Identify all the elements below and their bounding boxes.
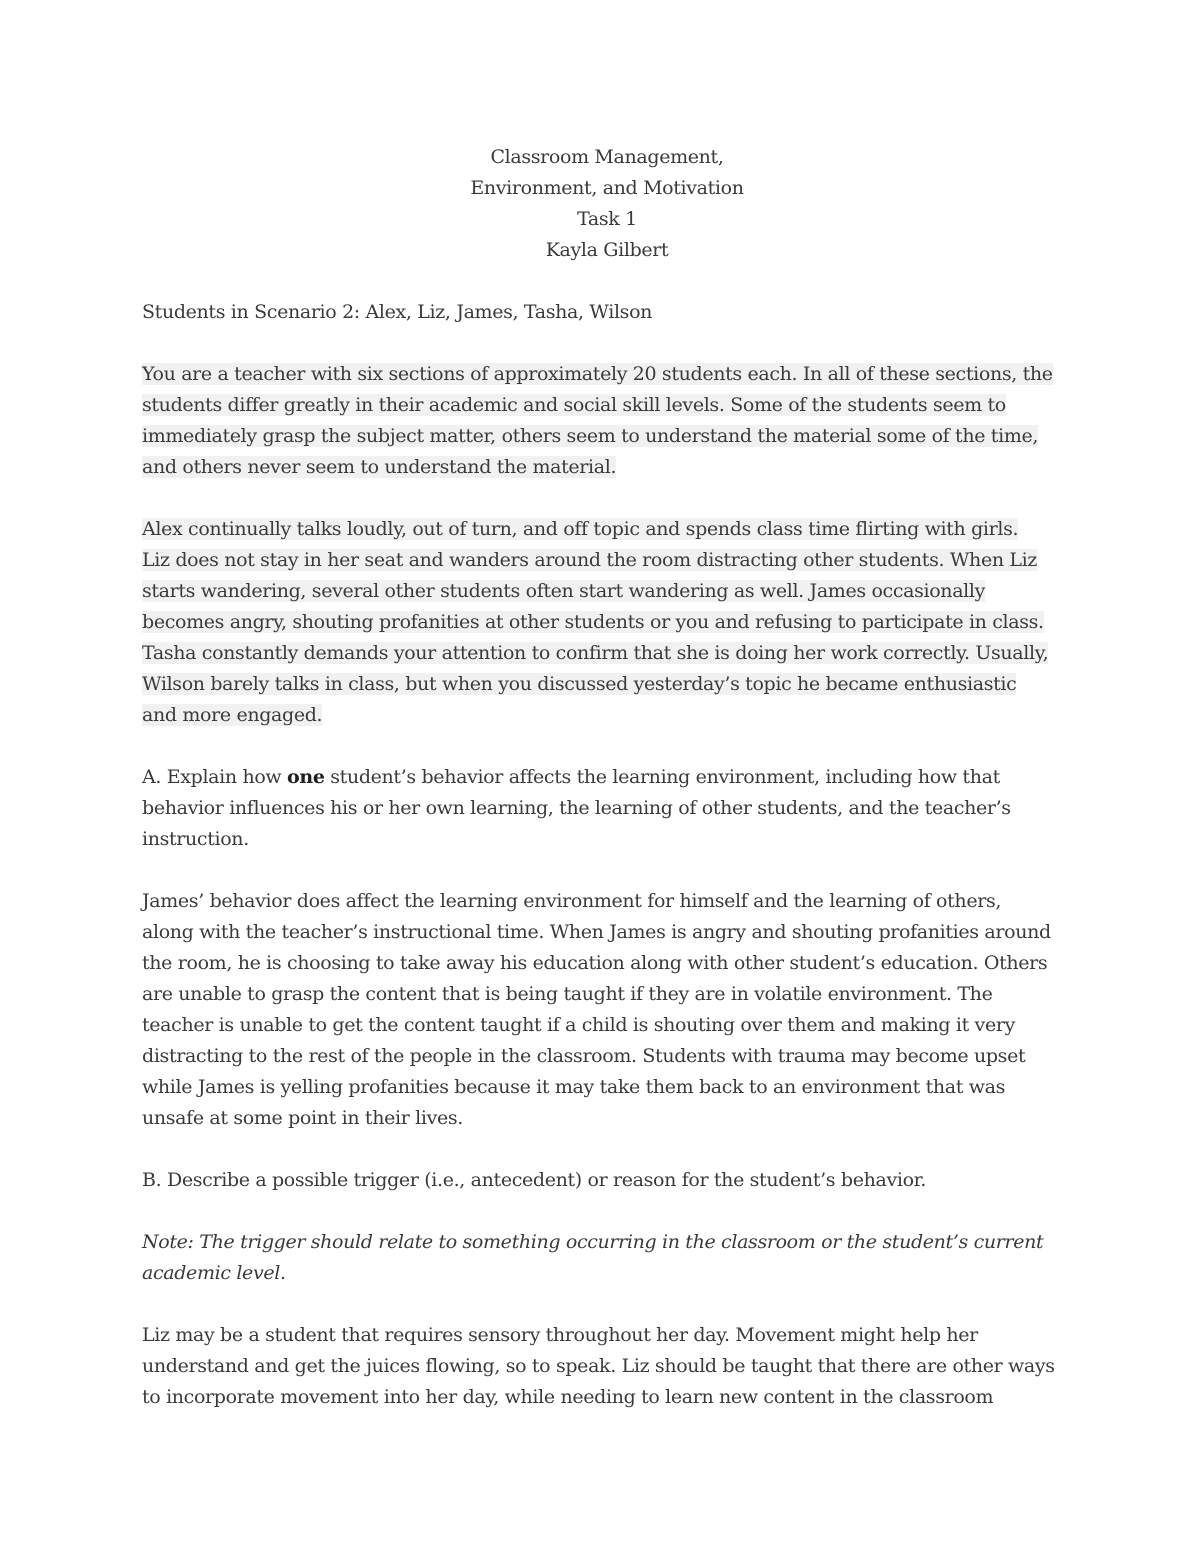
note-paragraph	[142, 1227, 1072, 1289]
behavior-line: becomes angry, shouting profanities at other students or you and refusing to participate in class.	[142, 611, 1044, 633]
answer-a-paragraph	[142, 886, 1072, 1134]
behavior-line: Wilson barely talks in class, but when you discussed yesterday’s topic he became enthusiastic	[142, 673, 1017, 695]
behavior-line: Liz does not stay in her seat and wanders around the room distracting other students. When Liz	[142, 549, 1038, 571]
scenario-line: and others never seem to understand the material.	[142, 456, 617, 478]
prompt-a-line-1: student’s behavior affects the learning environment, including how that	[324, 766, 1000, 788]
behavior-line: starts wandering, several other students often start wandering as well. James occasionally	[142, 580, 986, 602]
answer-a-line: the room, he is choosing to take away his education along with other student’s education. Others	[142, 952, 1048, 974]
scenario-line: students differ greatly in their academic and social skill levels. Some of the students seem to	[142, 394, 1006, 416]
answer-a-line: James’ behavior does affect the learning environment for himself and the learning of others,	[142, 890, 1002, 912]
answer-a-line: are unable to grasp the content that is being taught if they are in volatile environment. The	[142, 983, 993, 1005]
note-line: Note: The trigger should relate to something occurring in the classroom or the student’s current	[142, 1231, 1044, 1253]
title-line-1: Classroom Management,	[490, 146, 724, 168]
behavior-paragraph	[142, 514, 1072, 731]
author-name: Kayla Gilbert	[545, 239, 669, 261]
note-line: academic level.	[142, 1262, 286, 1284]
title-line-3: Task 1	[577, 208, 637, 230]
document-body	[142, 142, 1072, 1413]
behavior-line: and more engaged.	[142, 704, 323, 726]
scenario-line: You are a teacher with six sections of approximately 20 students each. In all of these sections, the	[142, 363, 1053, 385]
behavior-line: Alex continually talks loudly, out of turn, and off topic and spends class time flirting with girls.	[142, 518, 1019, 540]
answer-a-line: along with the teacher’s instructional time. When James is angry and shouting profanities around	[142, 921, 1051, 943]
answer-a-line: unsafe at some point in their lives.	[142, 1107, 463, 1129]
behavior-line: Tasha constantly demands your attention to confirm that she is doing her work correctly. Usually,	[142, 642, 1049, 664]
scenario-paragraph	[142, 359, 1072, 483]
prompt-b: B. Describe a possible trigger (i.e., antecedent) or reason for the student’s behavior.	[142, 1169, 926, 1191]
answer-b-line: to incorporate movement into her day, while needing to learn new content in the classroom	[142, 1386, 994, 1408]
prompt-a-line-3: instruction.	[142, 828, 249, 850]
answer-a-line: while James is yelling profanities because it may take them back to an environment that was	[142, 1076, 1005, 1098]
answer-b-line: Liz may be a student that requires sensory throughout her day. Movement might help her	[142, 1324, 978, 1346]
answer-a-line: teacher is unable to get the content taught if a child is shouting over them and making it very	[142, 1014, 1015, 1036]
title-line-2: Environment, and Motivation	[470, 177, 744, 199]
prompt-a-prefix: A. Explain how	[142, 766, 288, 788]
title-block	[142, 142, 1072, 266]
answer-b-paragraph	[142, 1320, 1072, 1413]
prompt-a-line-2: behavior influences his or her own learning, the learning of other students, and the teacher’s	[142, 797, 1011, 819]
prompt-a-emphasis: one	[287, 766, 325, 788]
answer-b-line: understand and get the juices flowing, so to speak. Liz should be taught that there are other ways	[142, 1355, 1055, 1377]
answer-a-line: distracting to the rest of the people in the classroom. Students with trauma may become upset	[142, 1045, 1026, 1067]
students-line: Students in Scenario 2: Alex, Liz, James, Tasha, Wilson	[142, 301, 653, 323]
scenario-line: immediately grasp the subject matter, others seem to understand the material some of the time,	[142, 425, 1039, 447]
prompt-a	[142, 762, 1072, 855]
